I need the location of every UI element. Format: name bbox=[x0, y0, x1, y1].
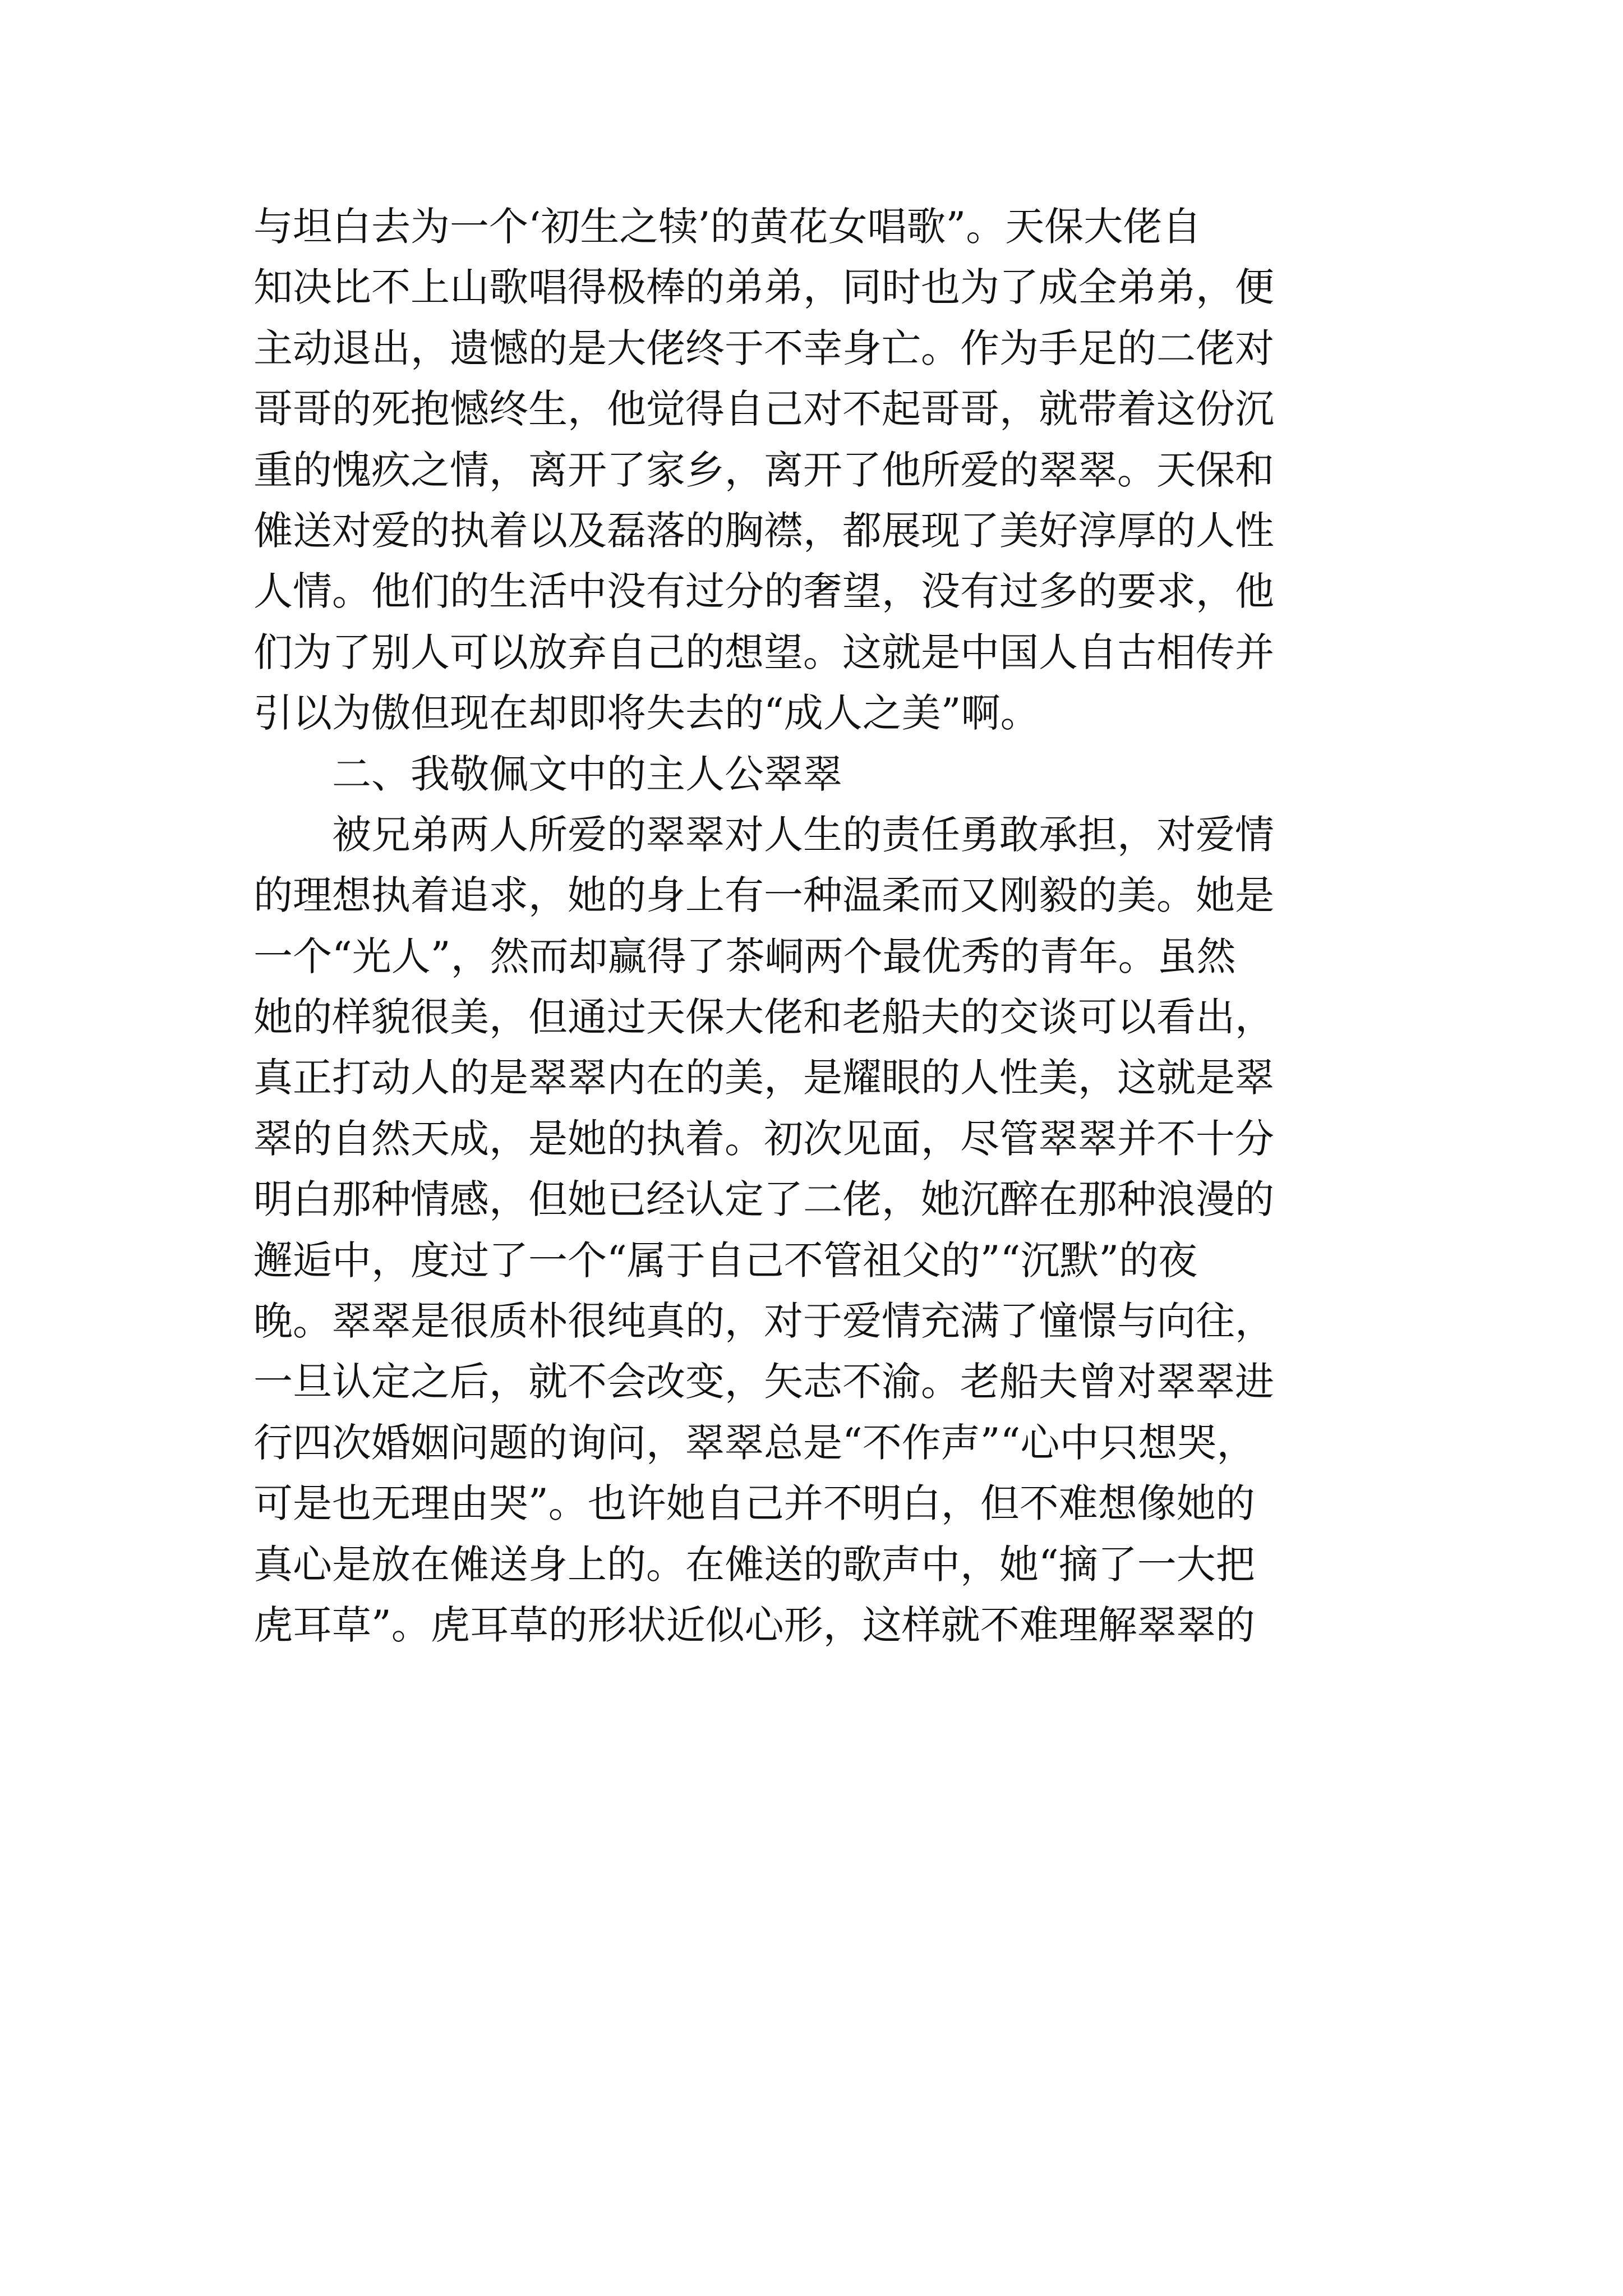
text-line: 真心是放在傩送身上的。在傩送的歌声中，她“摘了一大把 bbox=[253, 1541, 1255, 1588]
text-line: 她的样貌很美，但通过天保大佬和老船夫的交谈可以看出， bbox=[253, 994, 1274, 1041]
text-line: 重的愧疚之情，离开了家乡，离开了他所爱的翠翠。天保和 bbox=[253, 447, 1274, 493]
text-line: 被兄弟两人所爱的翠翠对人生的责任勇敢承担，对爱情 bbox=[332, 811, 1274, 858]
text-line: 晚。翠翠是很质朴很纯真的，对于爱情充满了憧憬与向往， bbox=[253, 1298, 1274, 1345]
text-line: 虎耳草”。虎耳草的形状近似心形，这样就不难理解翠翠的 bbox=[253, 1602, 1255, 1648]
text-line: 行四次婚姻问题的询问，翠翠总是“不作声”“心中只想哭， bbox=[253, 1419, 1256, 1466]
body-text bbox=[253, 196, 1386, 1655]
text-line: 与坦白去为一个‘初生之犊’的黄花女唱歌”。天保大佬自 bbox=[253, 204, 1202, 250]
text-line: 傩送对爱的执着以及磊落的胸襟，都展现了美好淳厚的人性 bbox=[253, 507, 1274, 554]
text-line: 真正打动人的是翠翠内在的美，是耀眼的人性美，这就是翠 bbox=[253, 1055, 1274, 1101]
text-line: 一旦认定之后，就不会改变，矢志不渝。老船夫曾对翠翠进 bbox=[253, 1359, 1274, 1405]
text-line: 知决比不上山歌唱得极棒的弟弟，同时也为了成全弟弟，便 bbox=[253, 264, 1274, 311]
text-line: 的理想执着追求，她的身上有一种温柔而又刚毅的美。她是 bbox=[253, 872, 1274, 919]
text-line: 引以为傲但现在却即将失去的“成人之美”啊。 bbox=[253, 690, 1040, 737]
text-line: 们为了别人可以放弃自己的想望。这就是中国人自古相传并 bbox=[253, 629, 1274, 675]
text-line: 人情。他们的生活中没有过分的奢望，没有过多的要求，他 bbox=[253, 568, 1274, 615]
text-line: 一个“光人”，然而却赢得了茶峒两个最优秀的青年。虽然 bbox=[253, 933, 1236, 979]
text-line: 主动退出，遗憾的是大佬终于不幸身亡。作为手足的二佬对 bbox=[253, 325, 1274, 371]
text-line: 翠的自然天成，是她的执着。初次见面，尽管翠翠并不十分 bbox=[253, 1115, 1274, 1162]
section-heading: 二、我敬佩文中的主人公翠翠 bbox=[332, 751, 842, 797]
text-line: 哥哥的死抱憾终生，他觉得自己对不起哥哥，就带着这份沉 bbox=[253, 386, 1274, 432]
text-line: 明白那种情感，但她已经认定了二佬，她沉醉在那种浪漫的 bbox=[253, 1176, 1274, 1223]
text-line: 邂逅中，度过了一个“属于自己不管祖父的”“沉默”的夜 bbox=[253, 1237, 1198, 1283]
text-line: 可是也无理由哭”。也许她自己并不明白，但不难想像她的 bbox=[253, 1480, 1255, 1527]
